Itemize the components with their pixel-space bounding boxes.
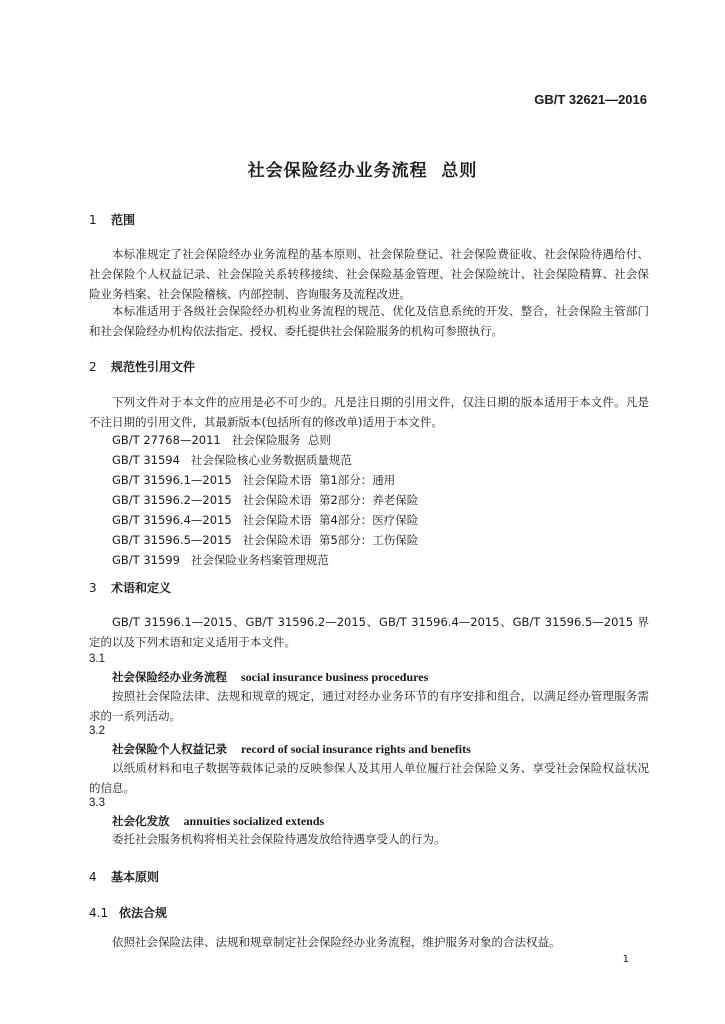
reference-code: GB/T 31596.2—2015 <box>112 493 232 507</box>
term-definition: 以纸质材料和电子数据等载体记录的反映参保人及其用人单位履行社会保险义务、享受社会保险权益状况的信息。 <box>89 761 649 795</box>
reference-item <box>112 452 352 468</box>
term-chinese: 社会保险经办业务流程 <box>112 670 227 684</box>
reference-name: 社会保险核心业务数据质量规范 <box>190 453 352 467</box>
standard-code: GB/T 32621—2016 <box>534 92 647 107</box>
subsection-number: 4.1 <box>89 906 109 920</box>
term-english: social insurance business procedures <box>241 670 429 684</box>
section-3-paragraph-1: GB/T 31596.1—2015、GB/T 31596.2—2015、GB/T 31596.4—2015、GB/T 31596.5—2015 界定的以及下列术语和定义适用于本文件。 <box>89 615 649 649</box>
page-number: 1 <box>622 954 629 965</box>
term-heading <box>112 669 428 685</box>
reference-name: 社会保险服务 总则 <box>231 433 331 447</box>
section-title: 术语和定义 <box>111 581 172 595</box>
section-number: 4 <box>89 870 97 884</box>
reference-name: 社会保险术语 第1部分：通用 <box>242 473 396 487</box>
term-chinese: 社会化发放 <box>112 814 170 828</box>
reference-code: GB/T 27768—2011 <box>112 433 221 447</box>
section-4-heading <box>89 868 159 885</box>
reference-item <box>112 472 395 488</box>
term-definition: 按照社会保险法律、法规和规章的规定，通过对经办业务环节的有序安排和组合，以满足经办管理服务需求的一系列活动。 <box>89 689 649 723</box>
subsection-4-1-paragraph: 依照社会保险法律、法规和规章制定社会保险经办业务流程，维护服务对象的合法权益。 <box>112 935 561 949</box>
subsection-title: 依法合规 <box>119 906 168 920</box>
reference-code: GB/T 31596.4—2015 <box>112 513 232 527</box>
term-heading <box>112 813 324 829</box>
reference-name: 社会保险术语 第4部分：医疗保险 <box>242 513 419 527</box>
section-title: 规范性引用文件 <box>111 360 196 374</box>
reference-code: GB/T 31596.1—2015 <box>112 473 232 487</box>
term-english: annuities socialized extends <box>183 814 325 828</box>
section-1-paragraph-1: 本标准规定了社会保险经办业务流程的基本原则、社会保险登记、社会保险费征收、社会保险待遇给付、社会保险个人权益记录、社会保险关系转移接续、社会保险基金管理、社会保险统计、社会保险精算、社会保险业务档案、社会保险稽核、内部控制、咨询服务及流程改进。 <box>89 247 649 301</box>
term-english: record of social insurance rights and benefits <box>241 742 471 756</box>
section-number: 1 <box>89 213 97 227</box>
term-heading <box>112 741 471 757</box>
reference-name: 社会保险术语 第2部分：养老保险 <box>242 493 419 507</box>
term-number: 3.2 <box>89 725 105 737</box>
section-1-paragraph-2: 本标准适用于各级社会保险经办机构业务流程的规范、优化及信息系统的开发、整合，社会保险主管部门和社会保险经办机构依法指定、授权、委托提供社会保险服务的机构可参照执行。 <box>89 304 649 338</box>
reference-item <box>112 432 331 448</box>
section-title: 基本原则 <box>111 870 160 884</box>
reference-item <box>112 532 418 548</box>
reference-code: GB/T 31596.5—2015 <box>112 533 232 547</box>
reference-code: GB/T 31599 <box>112 553 180 567</box>
term-number: 3.3 <box>89 797 105 809</box>
document-title: 社会保险经办业务流程 总则 <box>247 161 478 181</box>
subsection-4-1-heading <box>89 904 167 921</box>
section-1-heading <box>89 211 135 228</box>
section-number: 2 <box>89 360 97 374</box>
reference-code: GB/T 31594 <box>112 453 180 467</box>
reference-name: 社会保险术语 第5部分：工伤保险 <box>242 533 419 547</box>
reference-item <box>112 512 418 528</box>
term-number: 3.1 <box>89 653 105 665</box>
term-chinese: 社会保险个人权益记录 <box>112 742 227 756</box>
term-definition: 委托社会服务机构将相关社会保险待遇发放给待遇享受人的行为。 <box>112 832 446 846</box>
section-3-heading <box>89 579 171 596</box>
section-2-paragraph-1: 下列文件对于本文件的应用是必不可少的。凡是注日期的引用文件，仅注日期的版本适用于本文件。凡是不注日期的引用文件，其最新版本(包括所有的修改单)适用于本文件。 <box>89 395 649 429</box>
reference-name: 社会保险业务档案管理规范 <box>190 553 329 567</box>
reference-item <box>112 492 418 508</box>
section-title: 范围 <box>111 213 136 227</box>
reference-item <box>112 552 329 568</box>
section-2-heading <box>89 358 195 375</box>
section-number: 3 <box>89 581 97 595</box>
